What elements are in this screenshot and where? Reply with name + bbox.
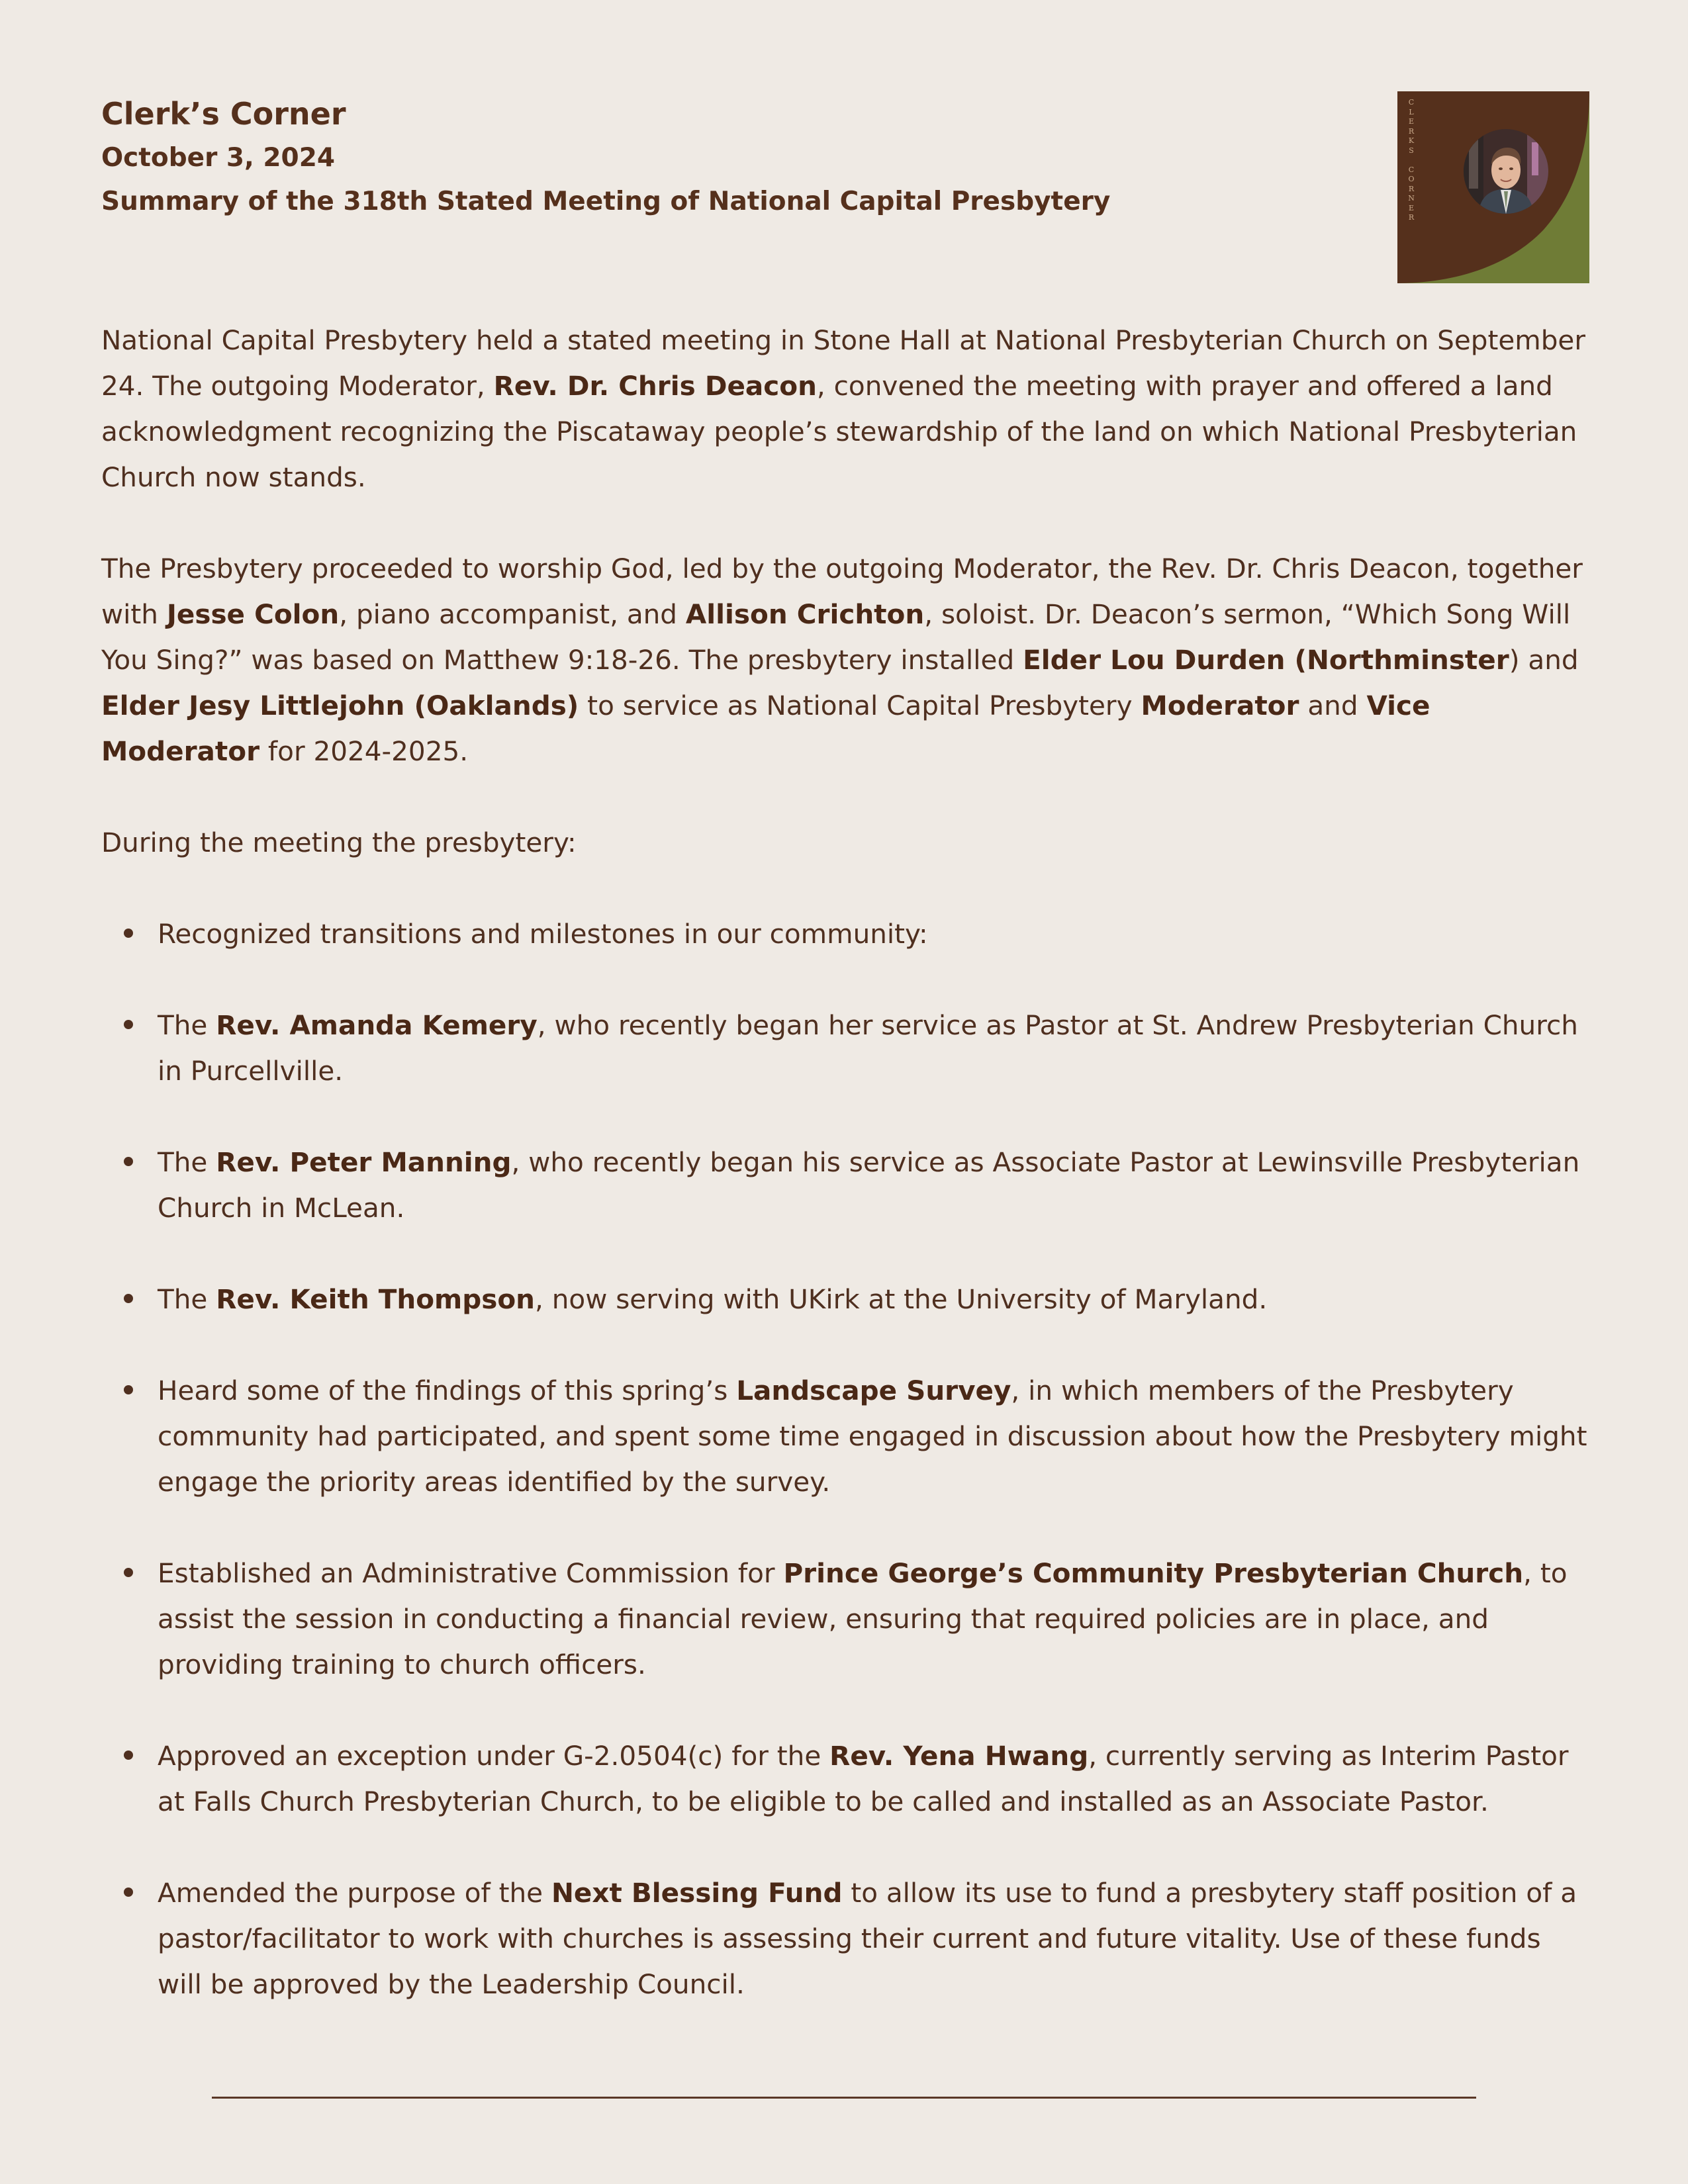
bullet-icon [124, 1751, 133, 1760]
bullet-icon [124, 1294, 133, 1303]
bullet-icon [124, 1020, 133, 1029]
next-blessing-fund: Next Blessing Fund [551, 1877, 843, 1909]
list-item: Approved an exception under G-2.0504(c) for the Rev. Yena Hwang, currently serving as Interim Pastor at Falls Church Presbyterian Church, to be eligible to be called and installed as an Associate Pastor. [101, 1733, 1591, 1825]
role-vice-moderator: Vice Moderator [101, 690, 1430, 767]
bullet-icon [124, 1568, 133, 1577]
list-item: The Rev. Keith Thompson, now serving with UKirk at the University of Maryland. [101, 1277, 1591, 1322]
bullet-icon [124, 929, 133, 938]
name-keith-thompson: Rev. Keith Thompson [216, 1283, 535, 1315]
church-prince-georges: Prince George’s Community Presbyterian Church [783, 1557, 1524, 1589]
document-body [101, 318, 1591, 2053]
footer-divider [212, 2097, 1476, 2099]
paragraph-worship: The Presbytery proceeded to worship God, led by the outgoing Moderator, the Rev. Dr. Chris Deacon, together with Jesse Colon, piano accompanist, and Allison Crichton, soloist. Dr. Deacon’s sermon, “Which Song Will You Sing?” was based on Matthew 9:18-26. The presbytery installed Elder Lou Durden (Northminster) and Elder Jesy Littlejohn (Oaklands) to service as National Capital Presbytery Moderator and Vice Moderator for 2024-2025. [101, 553, 1583, 767]
bullet-icon [124, 1888, 133, 1897]
list-item: Amended the purpose of the Next Blessing Fund to allow its use to fund a presbytery staff position of a pastor/facilitator to work with churches is assessing their current and future vitality. Use of these funds will be approved by the Leadership Council. [101, 1870, 1591, 2007]
name-yena-hwang: Rev. Yena Hwang [829, 1740, 1089, 1772]
page-subtitle: Summary of the 318th Stated Meeting of National Capital Presbytery [101, 187, 1111, 216]
paragraph-intro: National Capital Presbytery held a stated meeting in Stone Hall at National Presbyterian Church on September 24. The outgoing Moderator, Rev. Dr. Chris Deacon, convened the meeting with prayer and offered a land acknowledgment recognizing the Piscataway people’s stewardship of the land on which National Presbyterian Church now stands. [101, 324, 1585, 493]
clerks-corner-logo [1397, 91, 1589, 283]
list-item: The Rev. Amanda Kemery, who recently began her service as Pastor at St. Andrew Presbyterian Church in Purcellville. [101, 1003, 1591, 1094]
name-lou-durden: Elder Lou Durden (Northminster [1023, 644, 1509, 676]
bullet-icon [124, 1385, 133, 1394]
name-allison-crichton: Allison Crichton [685, 598, 925, 630]
name-jesse-colon: Jesse Colon [166, 598, 340, 630]
bullet-icon [124, 1157, 133, 1166]
document-header [101, 93, 1326, 224]
clerk-portrait [1464, 129, 1548, 214]
list-item: The Rev. Peter Manning, who recently began his service as Associate Pastor at Lewinsville Presbyterian Church in McLean. [101, 1140, 1591, 1231]
landscape-survey: Landscape Survey [736, 1375, 1011, 1406]
paragraph-during-meeting: During the meeting the presbytery: [101, 827, 577, 858]
logo-vertical-text: C L E R K S C O R N E R [1408, 98, 1415, 222]
name-peter-manning: Rev. Peter Manning [216, 1146, 512, 1178]
actions-list [101, 911, 1591, 2007]
name-amanda-kemery: Rev. Amanda Kemery [216, 1009, 538, 1041]
page-title: Clerk’s Corner [101, 96, 346, 132]
name-jesy-littlejohn: Elder Jesy Littlejohn (Oaklands) [101, 690, 579, 721]
list-item: Recognized transitions and milestones in our community: [101, 911, 1591, 957]
list-item: Heard some of the findings of this spring’s Landscape Survey, in which members of the Presbytery community had participated, and spent some time engaged in discussion about how the Presbytery might engage the priority areas identified by the survey. [101, 1368, 1591, 1505]
publication-date: October 3, 2024 [101, 143, 335, 173]
list-item: Established an Administrative Commission for Prince George’s Community Presbyterian Church, to assist the session in conducting a financial review, ensuring that required policies are in place, and providing training to church officers. [101, 1551, 1591, 1688]
role-moderator: Moderator [1141, 690, 1299, 721]
name-chris-deacon: Rev. Dr. Chris Deacon [493, 370, 817, 402]
